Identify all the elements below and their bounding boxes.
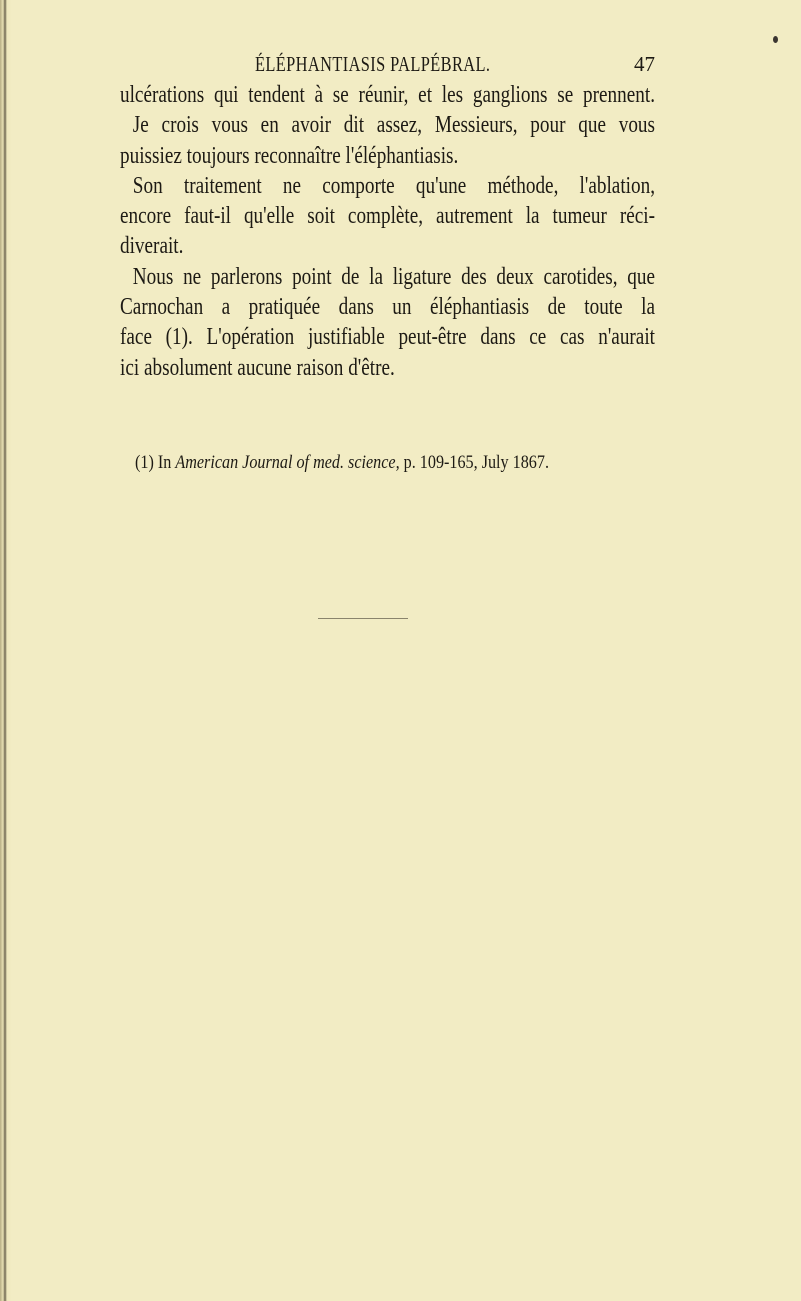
- running-header: [120, 52, 655, 82]
- text-line: diverait.: [120, 233, 184, 260]
- text-line: Carnochan a pratiquée dans un éléphantiasis de toute la: [120, 294, 655, 321]
- footnote-journal-title: American Journal of med. science,: [175, 452, 400, 473]
- page-number: 47: [634, 52, 655, 76]
- text-line: ici absolument aucune raison d'être.: [120, 354, 395, 381]
- text-line: ulcérations qui tendent à se réunir, et les ganglions se prennent.: [120, 82, 655, 108]
- running-title: ÉLÉPHANTIASIS PALPÉBRAL.: [255, 52, 491, 76]
- footnote: (1) In American Journal of med. science, p. 109-165, July 1867.: [135, 452, 549, 473]
- book-binding-edge: [0, 0, 12, 1301]
- text-line: Je crois vous en avoir dit assez, Messieurs, pour que vous: [132, 112, 656, 139]
- text-line: face (1). L'opération justifiable peut-être dans ce cas n'aurait: [120, 324, 655, 351]
- divider-rule: [318, 618, 408, 619]
- text-line: puissiez toujours reconnaître l'éléphantiasis.: [120, 142, 459, 169]
- body-text: [120, 80, 655, 383]
- ink-spot: [773, 36, 778, 43]
- text-line: Son traitement ne comporte qu'une méthode, l'ablation,: [132, 172, 656, 199]
- text-line: Nous ne parlerons point de la ligature des deux carotides, que: [132, 263, 656, 290]
- text-line: encore faut-il qu'elle soit complète, autrement la tumeur réci-: [120, 203, 655, 230]
